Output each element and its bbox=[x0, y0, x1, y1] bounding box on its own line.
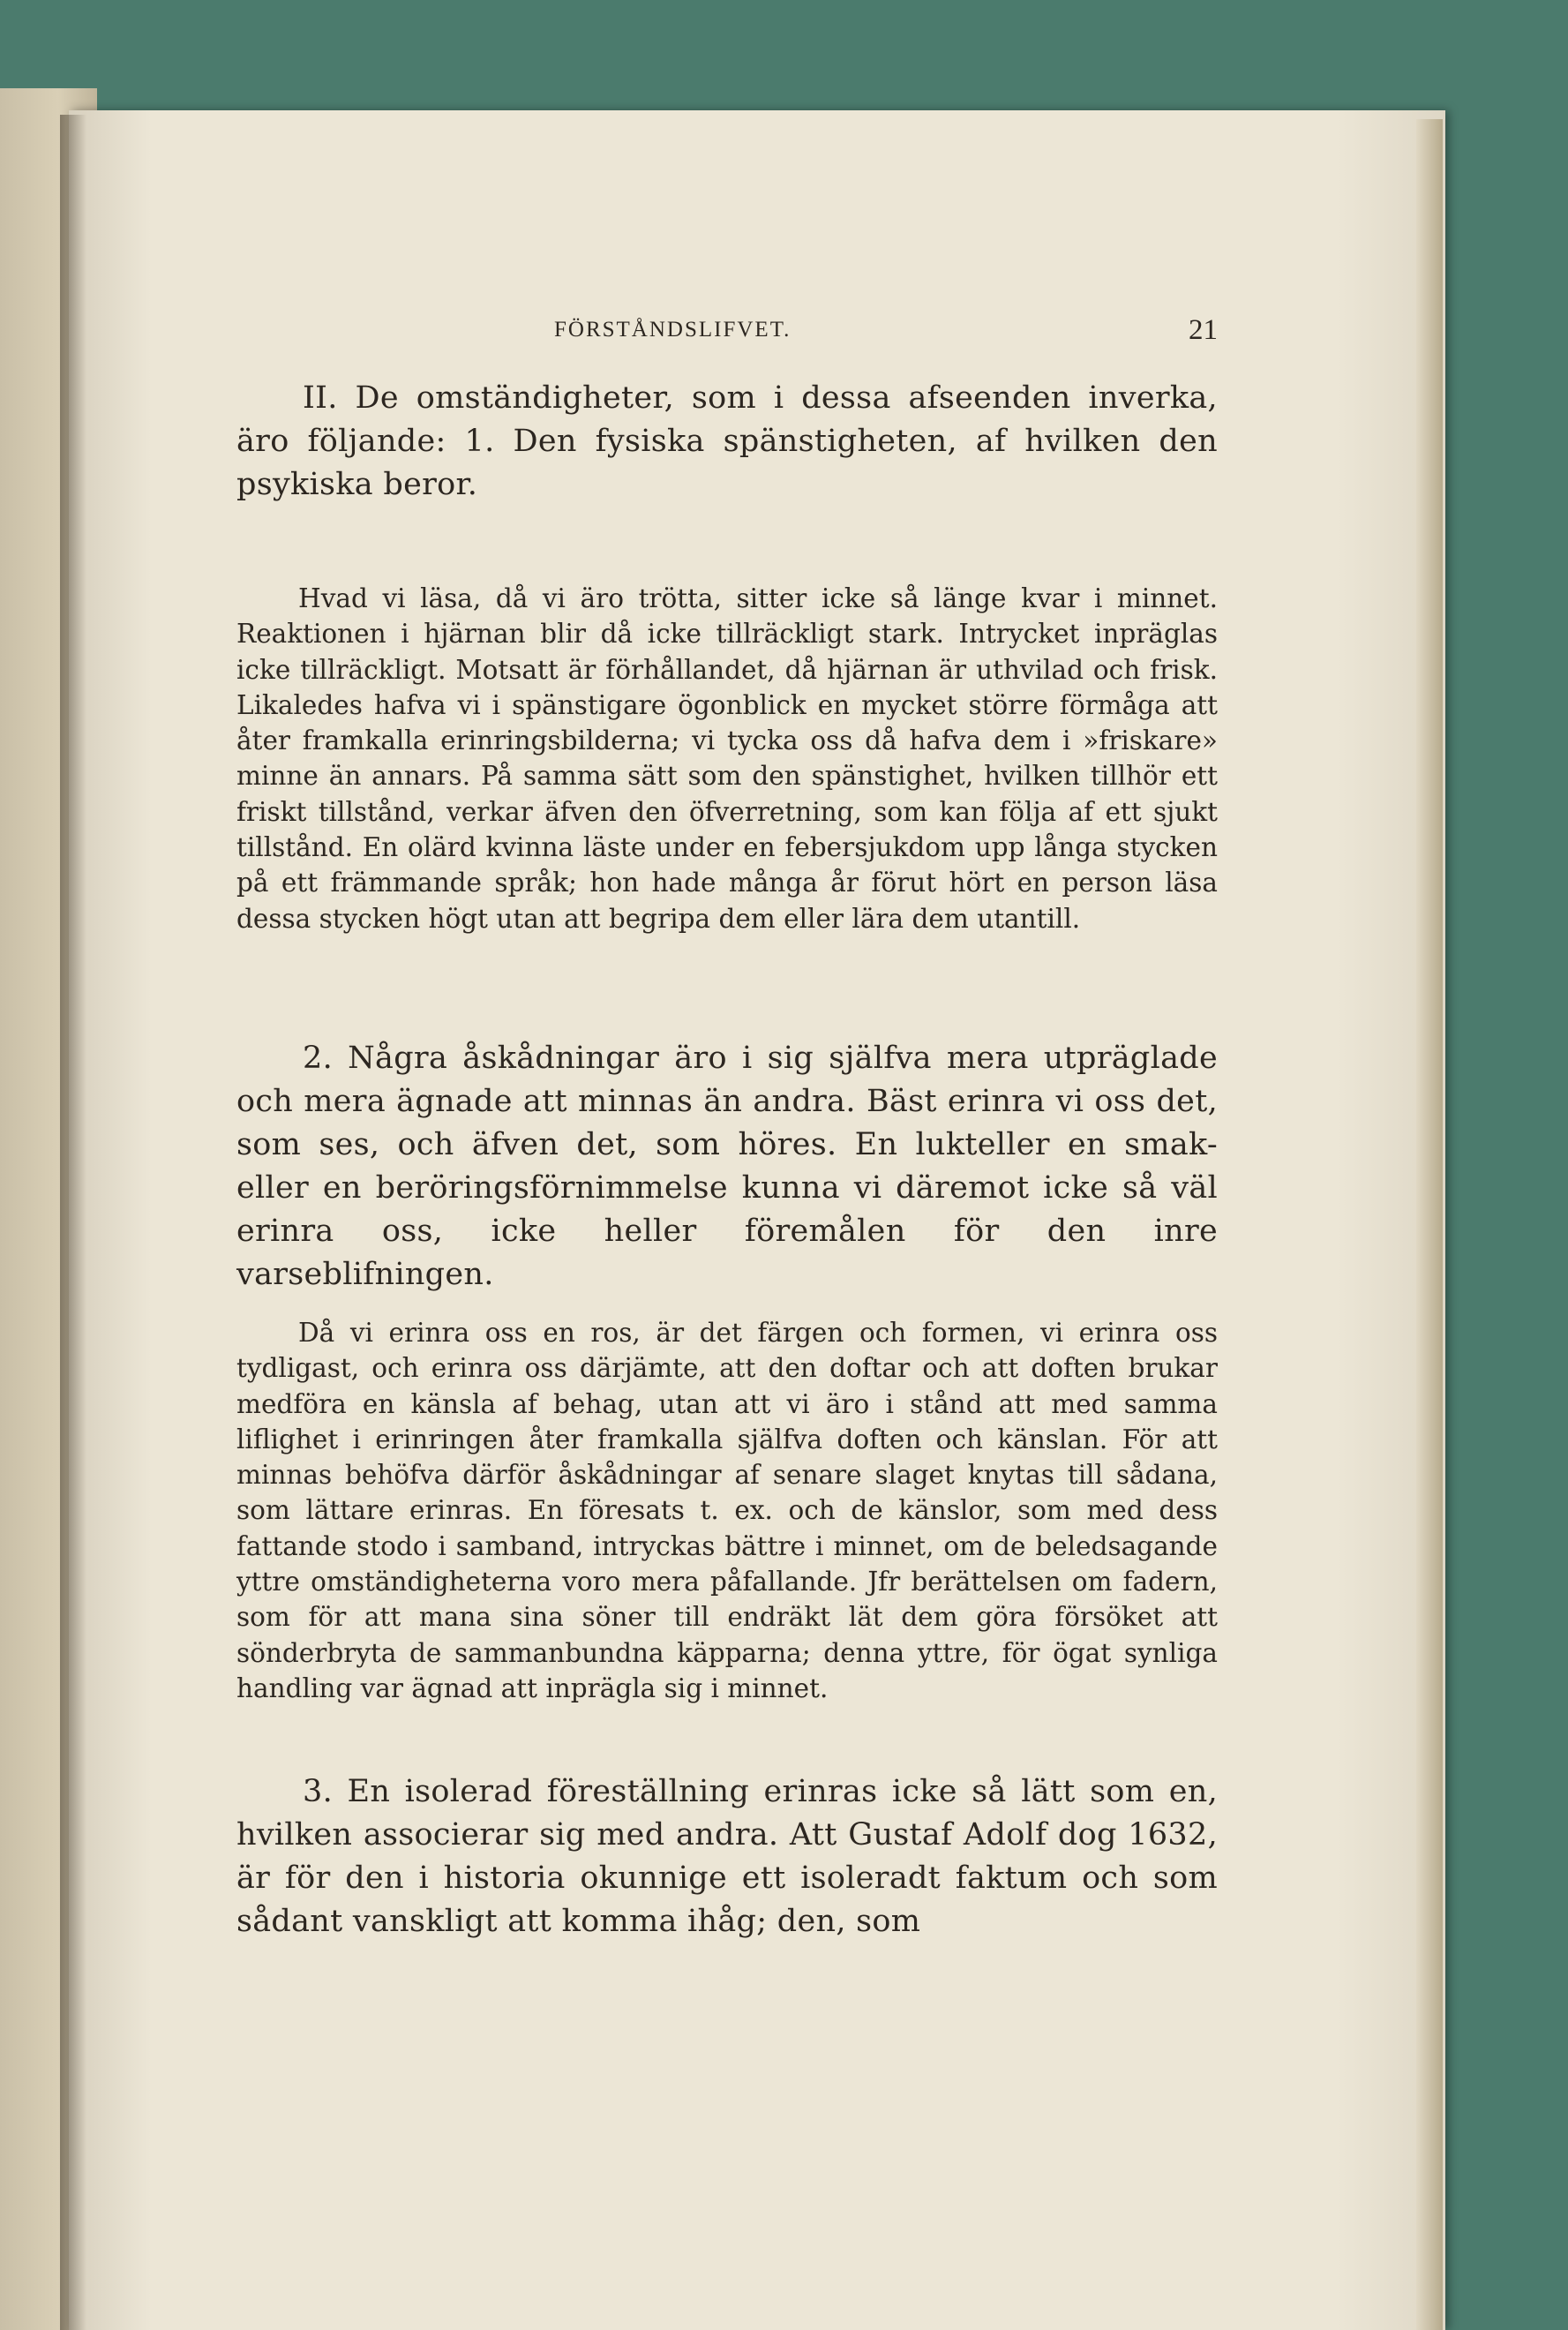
page-stack-edge bbox=[1416, 119, 1443, 2330]
section-II-paragraph: II. De omständigheter, som i dessa afseenden inverka, äro följande: 1. Den fysiska spänstigheten, af hvilken den psykiska beror. bbox=[236, 380, 1218, 502]
page-header bbox=[236, 311, 1218, 355]
section-2-paragraph: 2. Några åskådningar äro i sig själfva mera utpräglade och mera ägnade att minnas än andra. Bäst erinra vi oss det, som ses, och äfven det, som höres. En lukteller en smak- eller en beröringsförnimmelse kunna vi däremot icke så väl erinra oss, icke heller föremålen för den inre varseblifningen. bbox=[236, 1041, 1218, 1292]
section-2-block bbox=[236, 1037, 1218, 1297]
page-number: 21 bbox=[1189, 314, 1218, 346]
small-print-paragraph-1: Hvad vi läsa, då vi äro trötta, sitter icke så länge kvar i minnet. Reaktionen i hjärnan blir då icke tillräckligt stark. Intrycket inpräglas icke tillräckligt. Motsatt är förhållandet, då hjärnan är uthvilad och frisk. Likaledes hafva vi i spänstigare ögonblick en mycket större förmåga att åter framkalla erinringsbilderna; vi tycka oss då hafva dem i »friskare» minne än annars. På samma sätt som den spänstighet, hvilken tillhör ett friskt tillstånd, verkar äfven den öfverretning, som kan följa af ett sjukt tillstånd. En olärd kvinna läste under en febersjukdom upp långa stycken på ett främmande språk; hon hade många år förut hört en person läsa dessa stycken högt utan att begripa dem eller lära dem utantill. bbox=[236, 583, 1218, 934]
small-print-block-1 bbox=[236, 581, 1218, 936]
small-print-paragraph-2: Då vi erinra oss en ros, är det färgen och formen, vi erinra oss tydligast, och erinra oss därjämte, att den doftar och att doften brukar medföra en känsla af behag, utan att vi äro i stånd att med samma liflighet i erinringen åter framkalla själfva doften och känslan. För att minnas behöfva därför åskådningar af senare slaget knytas till sådana, som lättare erinras. En föresats t. ex. och de känslor, som med dess fattande stodo i samband, intryckas bättre i minnet, om de beledsagande yttre omständigheterna voro mera påfallande. Jfr berättelsen om fadern, som för att mana sina söner till endräkt lät dem göra försöket att sönderbryta de sammanbundna käpparna; denna yttre, för ögat synliga handling var ägnad att inprägla sig i minnet. bbox=[236, 1318, 1218, 1703]
section-3-paragraph: 3. En isolerad föreställning erinras icke så lätt som en, hvilken associerar sig med andra. Att Gustaf Adolf dog 1632, är för den i historia okunnige ett isoleradt faktum och som sådant vanskligt att komma ihåg; den, som bbox=[236, 1774, 1218, 1939]
section-II-block bbox=[236, 377, 1218, 507]
small-print-block-2 bbox=[236, 1315, 1218, 1706]
gutter-shadow bbox=[60, 115, 86, 2330]
running-title: FÖRSTÅNDSLIFVET. bbox=[554, 318, 792, 342]
section-3-block bbox=[236, 1770, 1218, 1943]
